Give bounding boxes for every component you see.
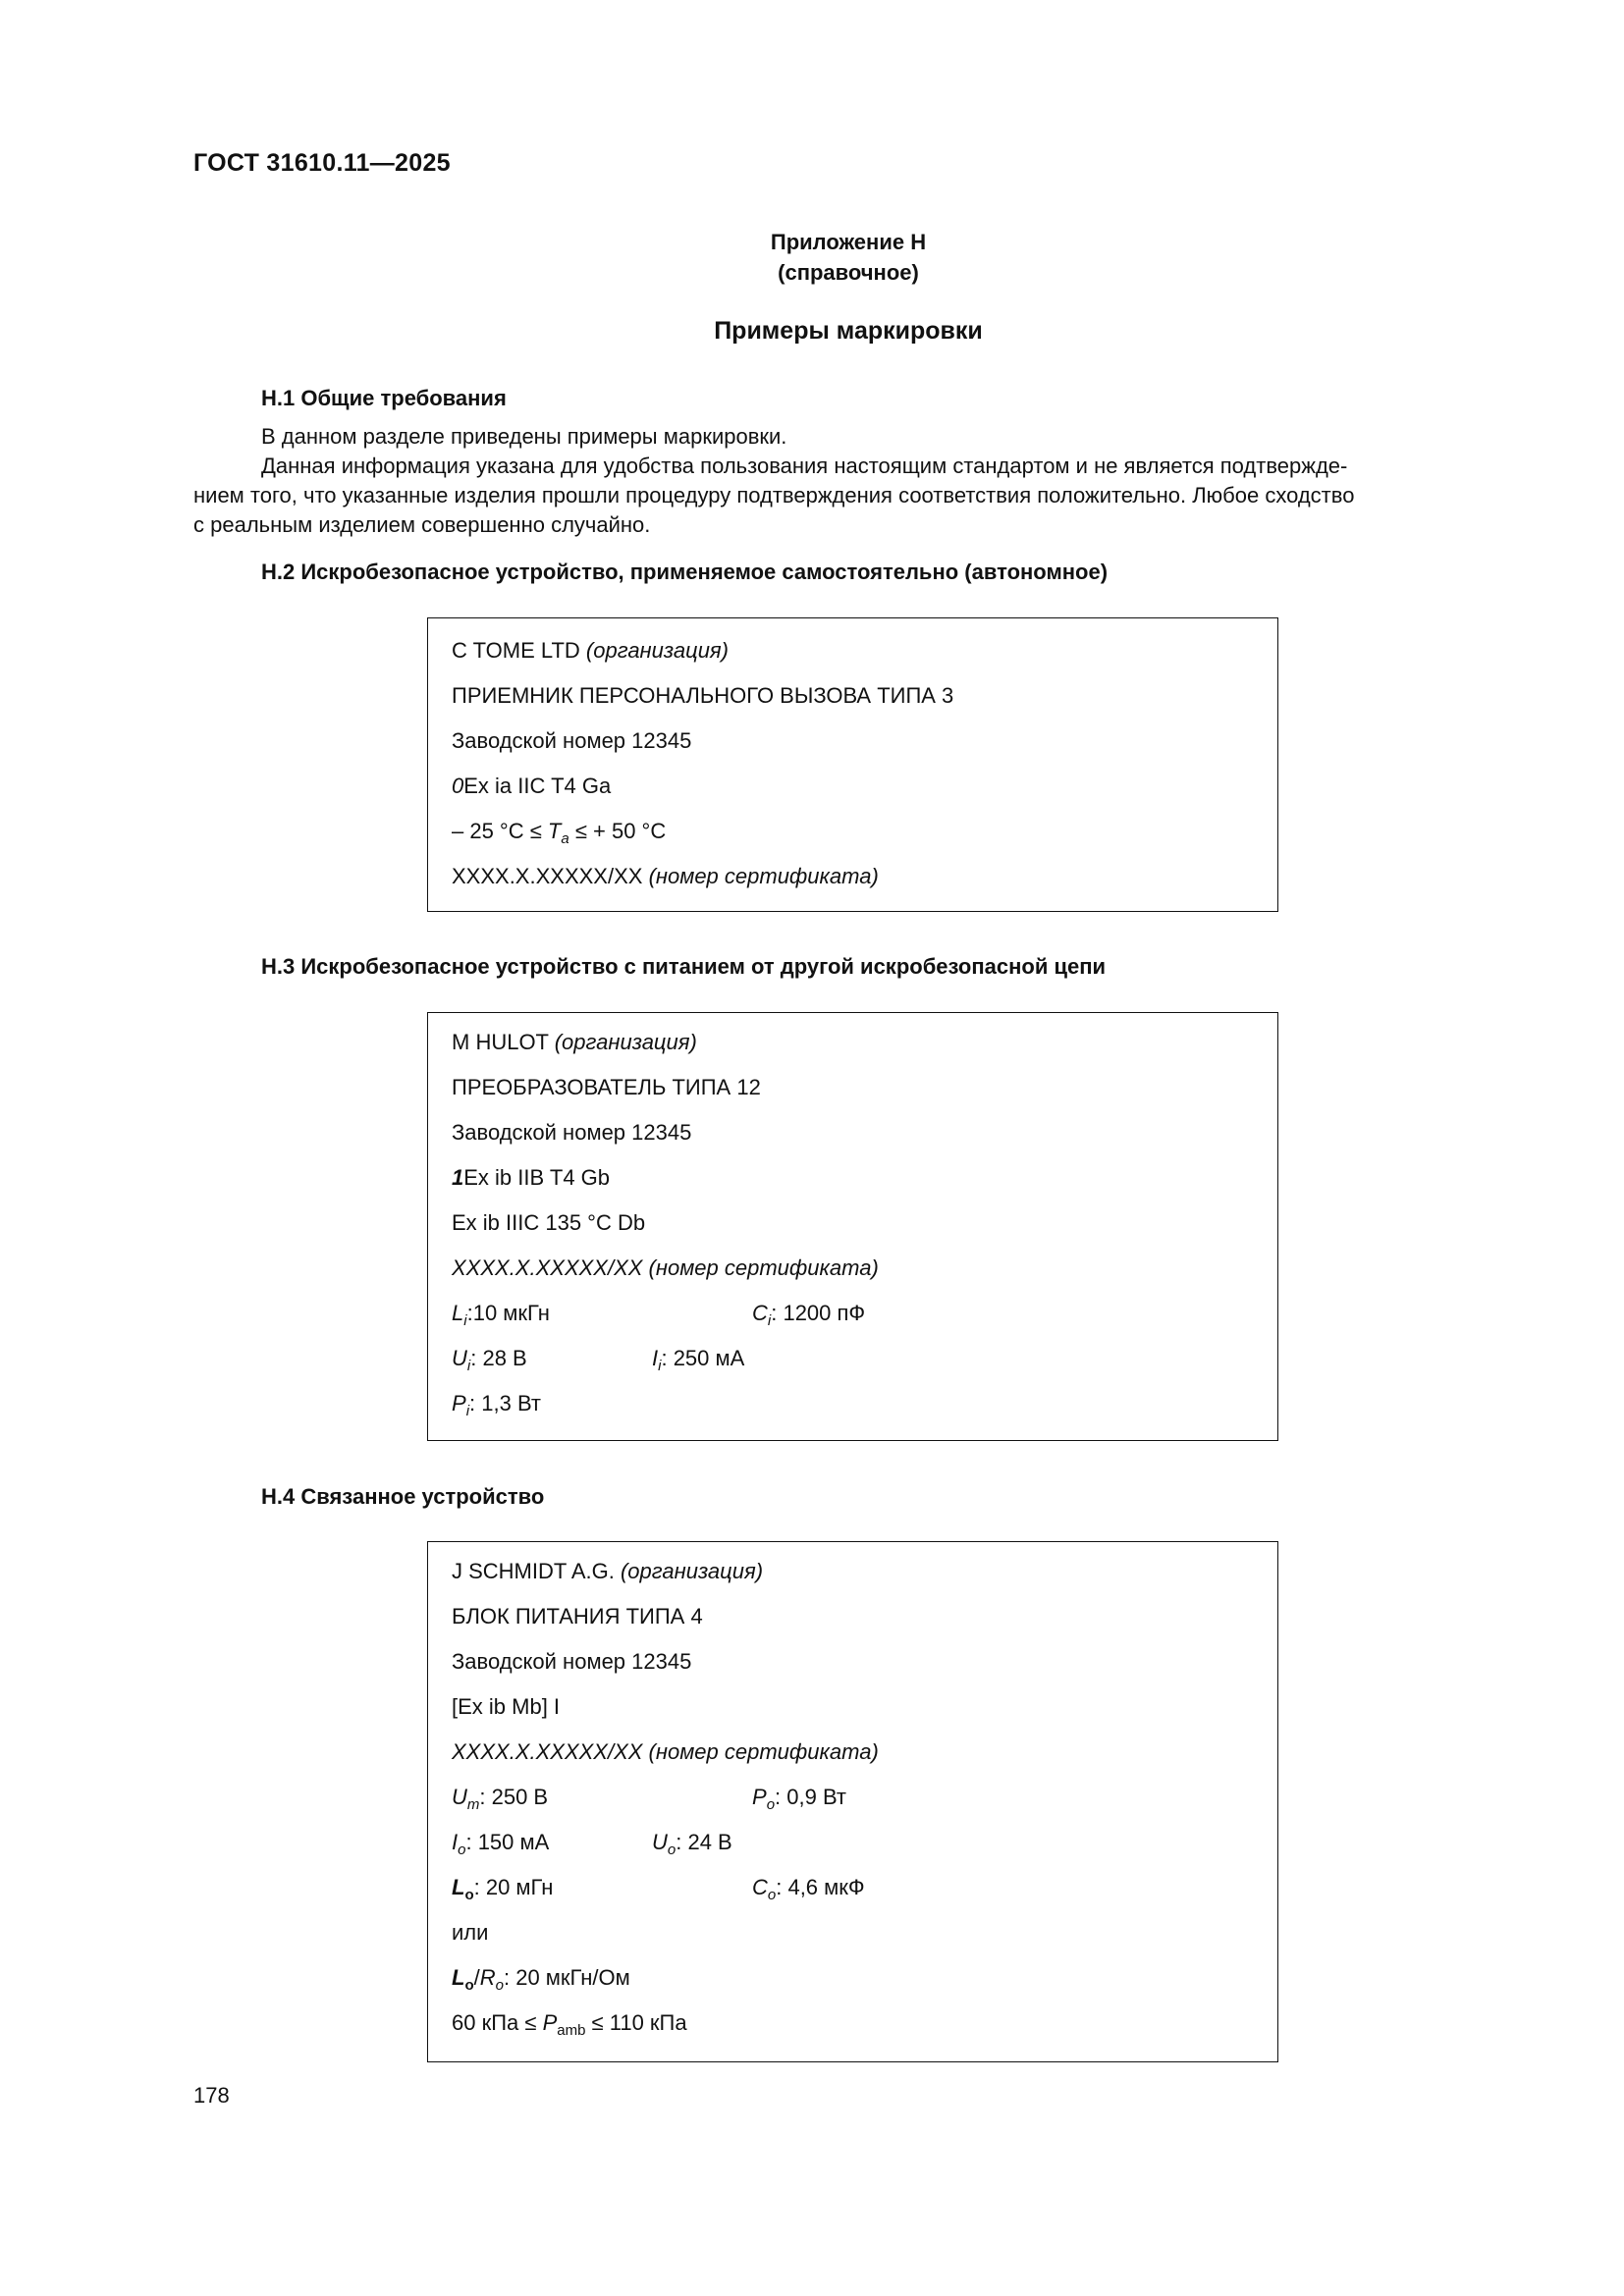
h3-param-ii	[652, 1346, 745, 1374]
h3-ii-value: : 250 мА	[661, 1346, 745, 1370]
h4-lo-symbol: L	[452, 1875, 465, 1899]
h3-param-pi	[452, 1391, 541, 1419]
h3-serial: Заводской номер 12345	[452, 1120, 692, 1145]
h4-lo-value: : 20 мГн	[473, 1875, 554, 1899]
h4-lr-r-sub: o	[495, 1977, 504, 1994]
h4-org-note: (организация)	[620, 1559, 764, 1583]
h2-serial: Заводской номер 12345	[452, 728, 692, 753]
h3-ii-symbol: I	[652, 1346, 659, 1370]
h4-param-pamb	[452, 2010, 687, 2039]
section-h2-title: Н.2 Искробезопасное устройство, применяемое самостоятельно (автономное)	[261, 560, 1109, 584]
h3-param-ci	[752, 1301, 866, 1329]
h4-ex-marking: [Ex ib Mb] I	[452, 1694, 561, 1719]
h2-org-name: C TOME LTD	[452, 638, 580, 663]
h4-uo-value: : 24 В	[676, 1830, 732, 1854]
h3-pi-value: : 1,3 Вт	[469, 1391, 541, 1415]
section-h1-para2-line2: нием того, что указанные изделия прошли процедуру подтверждения соответствия положительно. Любое сходство	[193, 483, 1355, 507]
h2-temp-range	[452, 819, 667, 847]
h4-lr-r-symbol: R	[479, 1965, 496, 1990]
h3-ci-value: : 1200 пФ	[771, 1301, 866, 1325]
h2-product: ПРИЕМНИК ПЕРСОНАЛЬНОГО ВЫЗОВА ТИПА 3	[452, 683, 954, 708]
h3-ex-gas: Ex ib IIB T4 Gb	[463, 1165, 611, 1190]
h4-param-uo	[652, 1830, 732, 1858]
h2-temp-left: – 25 °C ≤	[452, 819, 548, 843]
h4-serial: Заводской номер 12345	[452, 1649, 692, 1674]
appendix-heading: Примеры маркировки	[714, 317, 983, 345]
h3-ci-sub: i	[767, 1312, 772, 1329]
h4-uo-symbol: U	[652, 1830, 668, 1854]
h4-lr-slash: /	[473, 1965, 480, 1990]
section-h4-title: Н.4 Связанное устройство	[261, 1484, 545, 1509]
appendix-status: (справочное)	[778, 260, 919, 285]
h4-param-co	[752, 1875, 865, 1903]
h2-org-line	[452, 638, 729, 664]
h3-pi-symbol: P	[452, 1391, 466, 1415]
h4-org-name: J SCHMIDT A.G.	[452, 1559, 615, 1583]
h4-uo-sub: o	[667, 1842, 677, 1858]
h3-cert-line: XXXX.X.XXXXX/XX (номер сертификата)	[452, 1255, 879, 1280]
section-h1-title: Н.1 Общие требования	[261, 386, 507, 410]
h3-org-line	[452, 1030, 697, 1055]
h3-ii-sub: i	[658, 1358, 662, 1374]
h2-cert-code: XXXX.X.XXXXX/XX	[452, 864, 643, 888]
h2-ex-line	[452, 774, 611, 799]
section-h1-para1: В данном разделе приведены примеры маркировки.	[261, 424, 787, 449]
h3-ui-symbol: U	[452, 1346, 467, 1370]
h4-lr-l-symbol: L	[452, 1965, 465, 1990]
h3-ex-prefix: 1	[452, 1165, 464, 1190]
h3-li-sub: i	[463, 1312, 467, 1329]
h4-io-sub: o	[458, 1842, 466, 1858]
h3-org-note: (организация)	[554, 1030, 697, 1054]
h4-lr-l-sub: o	[464, 1977, 474, 1994]
h2-ex-marking: Ex ia IIC T4 Ga	[463, 774, 612, 798]
h2-cert-note: (номер сертификата)	[648, 864, 879, 888]
h3-pi-sub: i	[465, 1403, 470, 1419]
h3-ui-value: : 28 В	[470, 1346, 527, 1370]
h4-param-po	[752, 1785, 846, 1813]
h4-um-sub: m	[466, 1796, 480, 1813]
h3-param-li	[452, 1301, 550, 1329]
marking-box-h4	[427, 1541, 1278, 2062]
h3-ui-sub: i	[466, 1358, 471, 1374]
h3-li-symbol: L	[452, 1301, 464, 1325]
h4-po-sub: o	[766, 1796, 776, 1813]
h4-um-symbol: U	[452, 1785, 467, 1809]
h4-cert-line: XXXX.X.XXXXX/XX (номер сертификата)	[452, 1739, 879, 1764]
h4-lr-value: : 20 мкГн/Ом	[503, 1965, 630, 1990]
marking-box-h2	[427, 617, 1278, 912]
h4-co-symbol: C	[752, 1875, 768, 1899]
section-h1-para2-line1: Данная информация указана для удобства пользования настоящим стандартом и не является подтвержде-	[261, 454, 1348, 478]
h4-um-value: : 250 В	[479, 1785, 549, 1809]
h4-param-lr	[452, 1965, 630, 1994]
h2-temp-sub: a	[561, 830, 569, 847]
h4-po-symbol: P	[752, 1785, 767, 1809]
h2-ex-prefix: 0	[452, 774, 464, 798]
h3-param-ui	[452, 1346, 527, 1374]
h4-pamb-right: ≤ 110 кПа	[585, 2010, 687, 2035]
h4-or-word: или	[452, 1920, 489, 1945]
appendix-title: Приложение Н	[770, 230, 927, 254]
h3-ci-symbol: C	[752, 1301, 768, 1325]
h4-pamb-sub: amb	[557, 2022, 586, 2039]
h2-temp-right: ≤ + 50 °C	[568, 819, 667, 843]
h4-lo-sub: o	[464, 1887, 474, 1903]
h4-io-symbol: I	[452, 1830, 459, 1854]
h2-cert-line	[452, 864, 879, 889]
h4-co-value: : 4,6 мкФ	[776, 1875, 865, 1899]
h3-li-value: :10 мкГн	[466, 1301, 550, 1325]
h4-product: БЛОК ПИТАНИЯ ТИПА 4	[452, 1604, 703, 1629]
h3-ex-dust: Ex ib IIIC 135 °C Db	[452, 1210, 646, 1235]
h4-org-line	[452, 1559, 763, 1584]
h4-pamb-left: 60 кПа ≤	[452, 2010, 543, 2035]
document-code: ГОСТ 31610.11—2025	[193, 149, 451, 177]
h2-org-note: (организация)	[585, 638, 730, 663]
h3-org-name: M HULOT	[452, 1030, 549, 1054]
h4-param-lo	[452, 1875, 554, 1903]
section-h3-title: Н.3 Искробезопасное устройство с питанием от другой искробезопасной цепи	[261, 954, 1107, 979]
h4-param-um	[452, 1785, 549, 1813]
h4-io-value: : 150 мА	[465, 1830, 550, 1854]
marking-box-h3	[427, 1012, 1278, 1441]
h4-co-sub: o	[767, 1887, 777, 1903]
h4-pamb-symbol: P	[542, 2010, 558, 2035]
h3-ex-gas-line	[452, 1165, 610, 1191]
h4-param-io	[452, 1830, 550, 1858]
page-number: 178	[193, 2083, 230, 2108]
h3-product: ПРЕОБРАЗОВАТЕЛЬ ТИПА 12	[452, 1075, 761, 1099]
h2-temp-symbol: T	[547, 819, 562, 843]
h4-po-value: : 0,9 Вт	[775, 1785, 846, 1809]
section-h1-para2-line3: с реальным изделием совершенно случайно.	[193, 512, 651, 537]
